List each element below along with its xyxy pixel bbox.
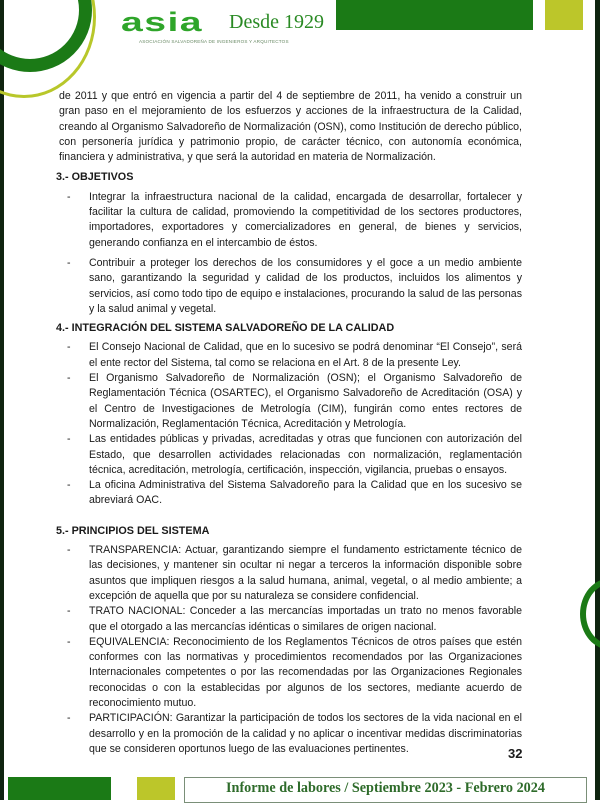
dash-bullet: -: [67, 341, 71, 354]
footer-text: Informe de labores / Septiembre 2023 - Febrero 2024: [226, 780, 545, 796]
section-heading-objetivos: 3.- OBJETIVOS: [56, 171, 134, 184]
section-heading-principios: 5.- PRINCIPIOS DEL SISTEMA: [56, 524, 210, 537]
footer-yellow-square: [137, 777, 175, 800]
list-item: - Contribuir a proteger los derechos de los consumidores y el goce a un medio ambiente sano, garantizando la seguridad y calidad de los productos, incluidos los alimentos y servicios, así como todo tipo de equipo e instalaciones, procurando la salud de las personas y la salud animal y vegetal.: [67, 256, 522, 315]
list-item: - PARTICIPACIÓN: Garantizar la participación de todos los sectores de la vida nacional en el desarrollo y en la promoción de la calidad y no aplicar o incentivar medidas discriminatorias que se consideren oportunos luego de las evaluaciones pertinentes.: [67, 712, 522, 755]
list-item: - TRATO NACIONAL: Conceder a las mercancías importadas un trato no menos favorable que el otorgado a las mercancías idénticas o similares de origen nacional.: [67, 605, 522, 633]
spacer: [59, 509, 522, 519]
dash-bullet: -: [67, 605, 71, 618]
list-item: - La oficina Administrativa del Sistema Salvadoreño para la Calidad que en los sucesivo se abreviará OAC.: [67, 479, 522, 507]
logo-subtitle: ASOCIACIÓN SALVADOREÑA DE INGENIEROS Y ARQUITECTOS: [139, 39, 289, 44]
dash-bullet: -: [67, 372, 71, 385]
integracion-list: [59, 340, 522, 508]
left-border-decoration: [0, 0, 4, 800]
list-item: - TRANSPARENCIA: Actuar, garantizando siempre el fundamento estrictamente técnico de las decisiones, y mantener sin ocultar ni negar a terceros la información disponible sobre asuntos que impliquen riesgos a la salud humana, animal, vegetal, o al medio ambiente; a excepción de aquella que por su naturaleza se considere confidencial.: [67, 544, 522, 602]
footer-green-bar: [8, 777, 111, 800]
dash-bullet: -: [67, 256, 71, 269]
footer-box: [184, 777, 587, 803]
page-number: 32: [508, 746, 523, 761]
header-yellow-square: [545, 0, 583, 30]
document-body: [56, 89, 522, 757]
list-item: - Las entidades públicas y privadas, acreditadas y otras que funcionen con autorización del Estado, que desarrollen actividades relacionadas con normalización, reglamentación técnica, acreditación, metrología, certificación, inspección, vigilancia, pruebas o ensayos.: [67, 433, 522, 476]
dash-bullet: -: [67, 712, 71, 725]
list-item: - Integrar la infraestructura nacional de la calidad, encargada de desarrollar, fortalecer y facilitar la cultura de calidad, promoviendo la competitividad de los sectores productores, importadores, exportadores y comercializadores en general, de bienes y servicios, generando confianza en el intercambio de éstos.: [67, 190, 522, 249]
logo-tagline: Desde 1929: [229, 11, 324, 33]
right-border-decoration: [595, 0, 600, 800]
dash-bullet: -: [67, 433, 71, 446]
list-item: - El Consejo Nacional de Calidad, que en lo sucesivo se podrá denominar “El Consejo”, será el ente rector del Sistema, tal como se relaciona en el Art. 8 de la presente Ley.: [67, 341, 522, 369]
right-ring-decoration: [580, 578, 600, 650]
dash-bullet: -: [67, 635, 71, 648]
objetivos-list: [59, 190, 522, 317]
asia-logo: [121, 7, 324, 44]
list-item: - El Organismo Salvadoreño de Normalización (OSN); el Organismo Salvadoreño de Reglamentación Técnica (OSARTEC), el Organismo Salvadoreño de Acreditación (OSA) y el Centro de Investigaciones de Metrología (CIM), fungirán como entes rectores de Normalización, Reglamentación Técnica, Acreditación y Metrología.: [67, 372, 522, 430]
logo-wordmark: asia: [121, 7, 204, 37]
principios-list: [59, 543, 522, 757]
dash-bullet: -: [67, 544, 71, 557]
list-item: - EQUIVALENCIA: Reconocimiento de los Reglamentos Técnicos de otros países que estén conformes con las normativas y procedimientos recomendados por las Organizaciones Internacionales competentes o por las recomendadas por las Organizaciones Regionales reconocidas o con la establecidas por algunos de los sectores, mediante acuerdo de reconocimiento mutuo.: [67, 635, 522, 709]
dash-bullet: -: [67, 190, 71, 203]
dash-bullet: -: [67, 479, 71, 492]
header-green-bar: [336, 0, 533, 30]
intro-paragraph: de 2011 y que entró en vigencia a partir del 4 de septiembre de 2011, ha venido a construir un gran paso en el mejoramiento de los esfuerzos y acciones de la infraestructura de la Calidad, creando al Organismo Salvadoreño de Normalización (OSN), como Institución de derecho público, con personería jurídica y patrimonio propio, de carácter técnico, con autonomía económica, financiera y administrativa, y que será la autoridad en materia de Normalización.: [59, 90, 522, 164]
section-heading-integracion: 4.- INTEGRACIÓN DEL SISTEMA SALVADOREÑO DE LA CALIDAD: [56, 322, 395, 335]
